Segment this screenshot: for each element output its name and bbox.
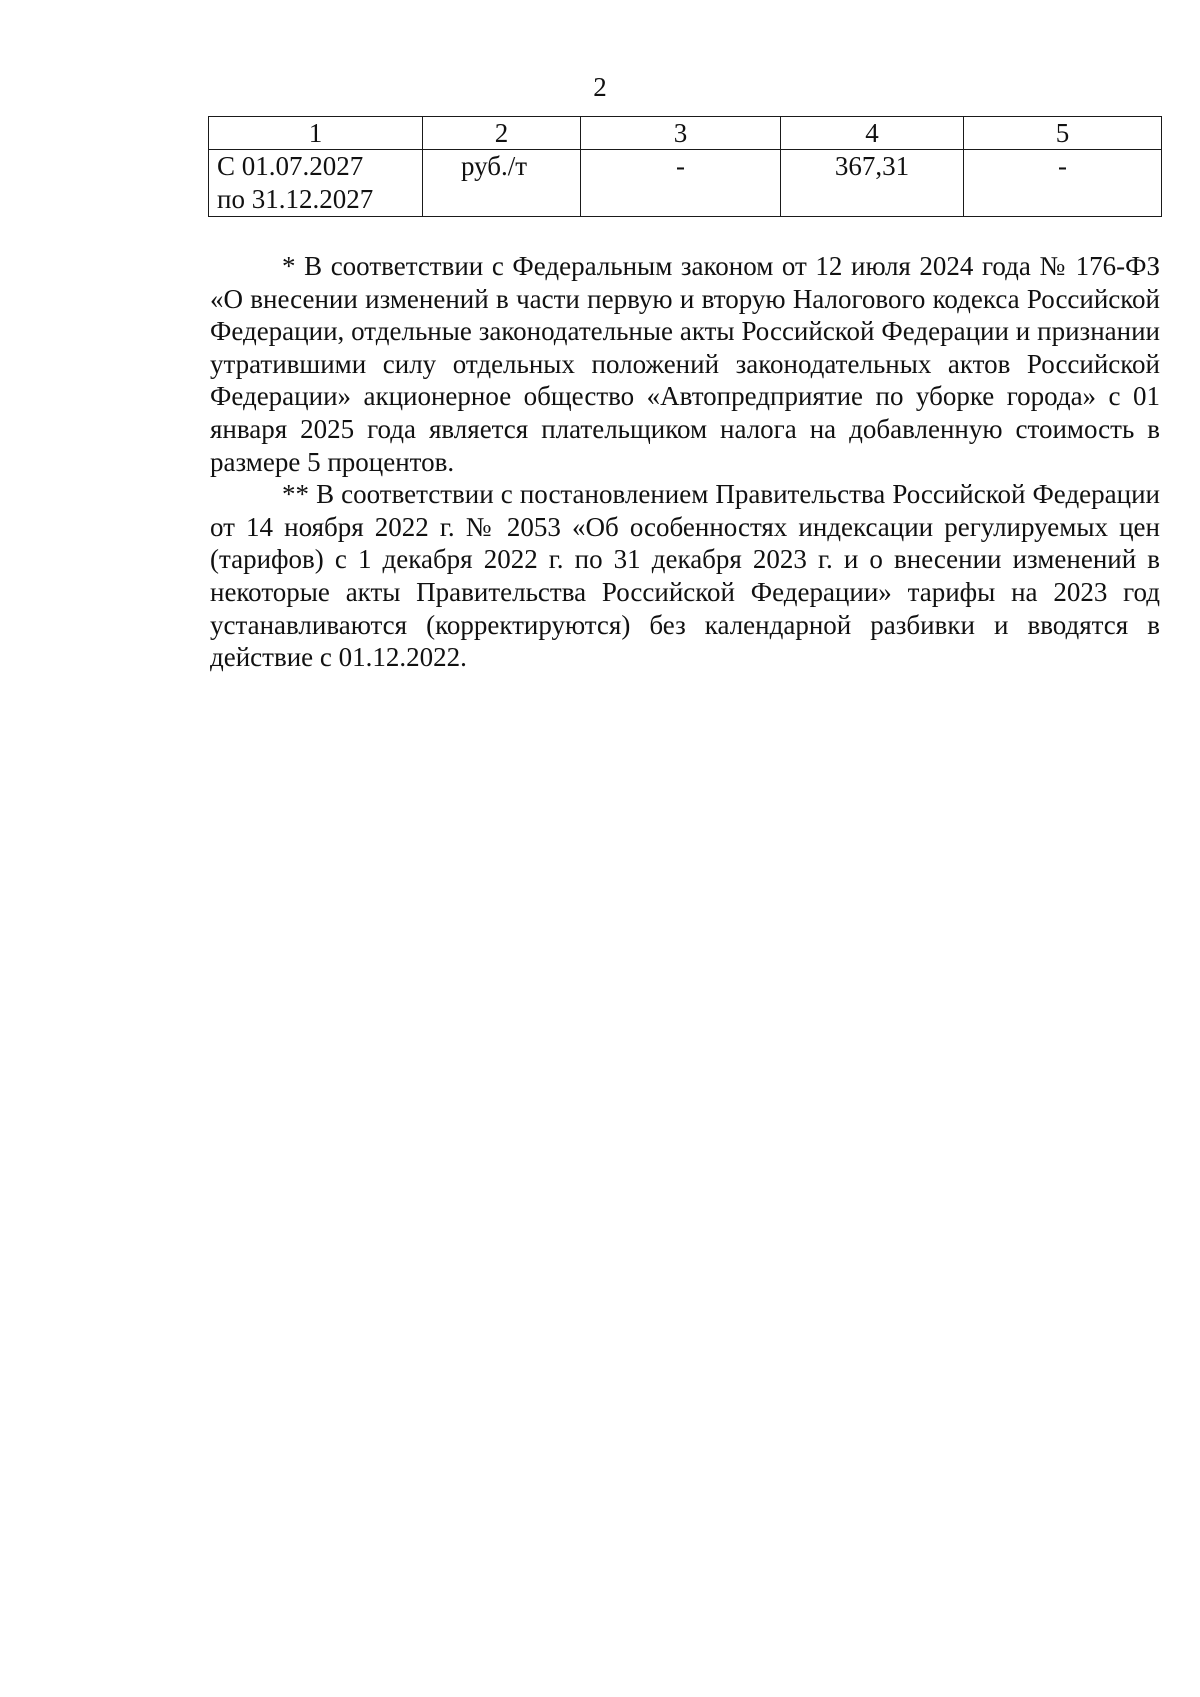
table-header-row — [209, 117, 1162, 150]
period-start: С 01.07.2027 — [217, 151, 364, 181]
footnotes — [210, 250, 1160, 674]
footnote-single-asterisk: * В соответствии с Федеральным законом от 12 июля 2024 года № 176-ФЗ «О внесении изменений в части первую и вторую Налогового кодекса Российской Федерации, отдельные законодательные акты Российской Федерации и признании утратившими силу отдельных положений законодательных актов Российской Федерации» акционерное общество «Автопредприятие по уборке города» с 01 января 2025 года является плательщиком налога на добавленную стоимость в размере 5 процентов. — [210, 251, 1160, 477]
page-number: 2 — [593, 72, 607, 102]
column-header: 5 — [964, 117, 1162, 150]
column-header: 4 — [781, 117, 964, 150]
footnote-double-asterisk: ** В соответствии с постановлением Правительства Российской Федерации от 14 ноября 2022 г. № 2053 «Об особенностях индексации регулируемых цен (тарифов) с 1 декабря 2022 г. по 31 декабря 2023 г. и о внесении изменений в некоторые акты Правительства Российской Федерации» тарифы на 2023 год устанавливаются (корректируются) без календарной разбивки и вводятся в действие с 01.12.2022. — [210, 479, 1160, 673]
column-header: 2 — [423, 117, 581, 150]
column-header: 1 — [209, 117, 423, 150]
column-header: 3 — [581, 117, 781, 150]
period-cell — [209, 150, 423, 217]
table-row — [209, 150, 1162, 217]
unit-cell: руб./т — [423, 150, 581, 217]
value-cell-col5: - — [964, 150, 1162, 217]
tariff-table — [208, 116, 1162, 217]
value-cell-col3: - — [581, 150, 781, 217]
value-cell-col4: 367,31 — [781, 150, 964, 217]
period-end: по 31.12.2027 — [217, 184, 374, 214]
